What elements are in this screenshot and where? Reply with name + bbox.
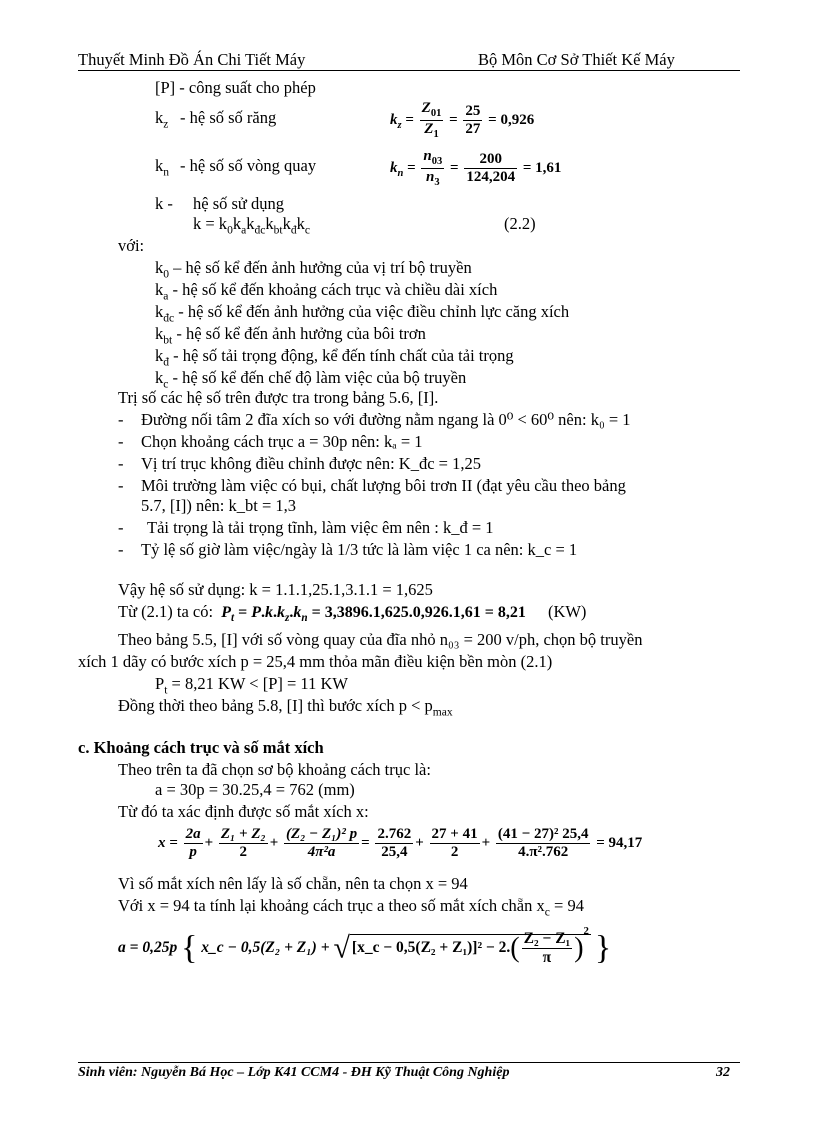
a-value-line: a = 30p = 30.25,4 = 762 (mm): [155, 780, 355, 799]
x-term-6: $\frac{\text{(41 − 27)² 25,4}}{\text{4.π².762}}$: [497, 826, 589, 861]
table55-line2: xích 1 dãy có bước xích p = 25,4 mm thỏa mãn điều kiện bền mòn (2.1): [78, 652, 553, 671]
k-formula-number: (2.2): [504, 214, 536, 233]
kz-frac-symbolic: $\frac{Z_{01}}{Z_1}$: [421, 100, 442, 141]
coef-item: $k_{bt}$ - hệ số kể đến ảnh hưởng của bôi trơn: [155, 324, 426, 347]
k-formula: $k = k_0k_ak_{đc}k_{bt}k_đk_c$: [193, 214, 311, 237]
bullet-item: Đường nối tâm 2 đĩa xích so với đường nằm ngang là 0⁰ < 60⁰ nên: k₀ = 1: [141, 410, 631, 429]
x-term-1: $\frac{2a}{p}$: [185, 826, 201, 861]
k-symbol: k -: [155, 194, 173, 213]
pt-check: $P_t = 8,21$ KW < [P] = 11 KW: [155, 674, 348, 697]
x-term-5: $\frac{27 + 41}{2}$: [431, 826, 478, 861]
p-allow-line: [P] - công suất cho phép: [155, 78, 316, 97]
coef-item: $k_0$ – hệ số kể đến ảnh hưởng của vị trí bộ truyền: [155, 258, 472, 281]
bullet-dash: -: [118, 454, 124, 473]
kn-frac-numeric: $\frac{200}{124,204}$: [466, 150, 516, 186]
table-reference: Trị số các hệ số trên được tra trong bảng 5.6, [I].: [118, 388, 439, 407]
bullet-item-continued: 5.7, [I]) nên: k_bt = 1,3: [141, 496, 297, 515]
x-term-3: $\frac{\text{(Z₂ − Z₁)² p}}{\text{4π²a}}$: [286, 826, 358, 861]
coef-item: $k_a$ - hệ số kể đến khoảng cách trục và chiều dài xích: [155, 280, 498, 303]
section-c-heading: c. Khoảng cách trục và số mắt xích: [78, 738, 324, 757]
bullet-item: Môi trường làm việc có bụi, chất lượng bôi trơn II (đạt yêu cầu theo bảng: [141, 476, 626, 495]
even-links-line: Vì số mắt xích nên lấy là số chẵn, nên ta chọn x = 94: [118, 874, 468, 893]
header-rule: [78, 70, 740, 71]
pt-line: Từ (2.1) ta có: $P_t = P.k.k_z.k_n = 3,3896.1,625.0,926.1,61 = 8,21$ (KW): [118, 602, 587, 625]
a-equation: a = 0,25p { x_c − 0,5(Z₂ + Z₁) + √ [x_c − 0,5(Z₂ + Z₁)]² − 2.( $\frac{\text{Z₂ − Z₁}}{\pi}$ )$^2$ }: [118, 925, 612, 967]
kn-label: - hệ số số vòng quay: [180, 156, 317, 175]
header-left: Thuyết Minh Đồ Án Chi Tiết Máy: [78, 50, 306, 69]
usage-line: Vậy hệ số sử dụng: k = 1.1.1,25.1,3.1.1 = 1,625: [118, 580, 433, 599]
bullet-item: Tải trọng là tải trọng tĩnh, làm việc êm nên : k_đ = 1: [147, 518, 494, 537]
kn-symbol: $k_n$: [155, 156, 170, 179]
kz-symbol: $k_z$: [155, 108, 169, 131]
bullet-item: Vị trí trục không điều chỉnh được nên: K_đc = 1,25: [141, 454, 481, 473]
kn-equation: $k_n$ = $\frac{n_{03}}{n_3}$ = $\frac{200}{124,204}$ = 1,61: [390, 148, 562, 189]
determine-x-line: Từ đó ta xác định được số mắt xích x:: [118, 802, 369, 821]
table55-line1: Theo bảng 5.5, [I] với số vòng quay của đĩa nhỏ n₀₃ = 200 v/ph, chọn bộ truyền: [118, 630, 643, 649]
x-equation: x = $\frac{2a}{p}$ + $\frac{\text{Z₁ + Z₂}}{2}$ + $\frac{\text{(Z₂ − Z₁)² p}}{\text{4π²a}}$ = $\frac{2.762}{25,4}$ + $\frac{27 + 41}{2}$ + $\frac{\text{(41 − 27)² 25,4}}{\text{4.π².762}}$ = 94,17: [158, 826, 643, 861]
pmax-line: Đồng thời theo bảng 5.8, [I] thì bước xích $p < p_{max}$: [118, 696, 453, 719]
kn-frac-symbolic: $\frac{n_{03}}{n_3}$: [423, 148, 443, 189]
page-number: 32: [716, 1065, 730, 1080]
bullet-item: Chọn khoảng cách trục a = 30p nên: kₐ = 1: [141, 432, 423, 451]
bullet-dash: -: [118, 410, 124, 429]
bullet-dash: -: [118, 476, 124, 495]
bullet-dash: -: [118, 432, 124, 451]
k-label: hệ số sử dụng: [193, 194, 284, 213]
kz-frac-numeric: $\frac{25}{27}$: [465, 102, 481, 138]
coef-item: $k_c$ - hệ số kể đến chế độ làm việc của bộ truyền: [155, 368, 467, 391]
bullet-dash: -: [118, 518, 124, 537]
coef-item: $k_{đc}$ - hệ số kể đến ảnh hưởng của việc điều chỉnh lực căng xích: [155, 302, 570, 325]
header-right: Bộ Môn Cơ Sở Thiết Kế Máy: [478, 50, 675, 69]
kz-label: - hệ số số răng: [180, 108, 277, 127]
bullet-dash: -: [118, 540, 124, 559]
kz-equation: $k_z$ = $\frac{Z_{01}}{Z_1}$ = $\frac{25}{27}$ = 0,926: [390, 100, 535, 141]
recalc-line: Với x = 94 ta tính lại khoảng cách trục a theo số mắt xích chẵn $x_c = 94$: [118, 896, 584, 919]
with-label: với:: [118, 236, 145, 255]
prelim-line: Theo trên ta đã chọn sơ bộ khoảng cách trục là:: [118, 760, 431, 779]
x-term-4: $\frac{2.762}{25,4}$: [377, 826, 412, 861]
x-term-2: $\frac{\text{Z₁ + Z₂}}{2}$: [220, 826, 266, 861]
bullet-item: Tỷ lệ số giờ làm việc/ngày là 1/3 tức là làm việc 1 ca nên: k_c = 1: [141, 540, 578, 559]
footer-rule: [78, 1062, 740, 1063]
coef-item: $k_đ$ - hệ số tải trọng động, kể đến tính chất của tải trọng: [155, 346, 514, 369]
footer-left: Sinh viên: Nguyễn Bá Học – Lớp K41 CCM4 - ĐH Kỹ Thuật Công Nghiệp: [78, 1065, 510, 1080]
